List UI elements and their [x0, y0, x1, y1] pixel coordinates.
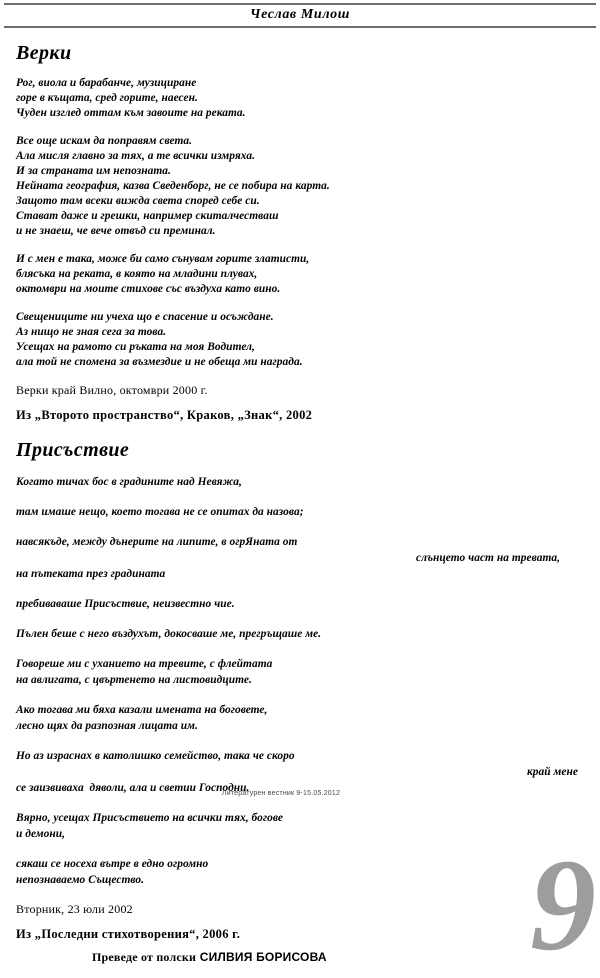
verse-line: Говореше ми с уханието на тревите, с флейтата [16, 658, 273, 671]
masthead [0, 3, 600, 28]
translator-credit [14, 950, 586, 965]
verse-line: Чуден изглед оттам към завоите на реката. [16, 106, 246, 119]
verse-line-continuation: слънцето част на тревата, [416, 552, 560, 565]
verse-line: И за страната им непозната. [16, 164, 171, 177]
verse-line: Стават даже и грешки, например скиталчестваш [16, 209, 279, 222]
verse-line: горе в къщата, сред горите, наесен. [16, 91, 198, 104]
stanza [16, 702, 586, 734]
footer-publication-info: Литературен вестник 9-15.05.2012 [221, 790, 341, 797]
translator-prefix: Преведе от полски [92, 950, 197, 965]
stanza [16, 252, 586, 297]
article-body [0, 28, 600, 978]
stanza [16, 134, 586, 239]
poem-date: Вторник, 23 юли 2002 [16, 902, 133, 917]
stanza [16, 626, 586, 642]
verse-line: сякаш се носеха вътре в едно огромно [16, 858, 209, 871]
verse-line: навсякъде, между дънерите на липите, в огрЯната от [16, 536, 298, 549]
stanza [16, 656, 586, 688]
poem-attribution: Верки край Вилно, октомври 2000 г. [16, 382, 208, 397]
verse-line: Свещениците ни учеха що е спасение и осъждане. [16, 310, 274, 323]
verse-line: на пътеката през градината [16, 568, 166, 581]
verse-line: непознаваемо Същество. [16, 874, 145, 887]
verse-line: Ако тогава ми бяха казали имената на боговете, [16, 704, 268, 717]
verse-line: Когато тичах бос в градините над Невяжа, [16, 476, 242, 489]
poem-source-citation: Из „Последни стихотворения“, 2006 г. [16, 927, 241, 942]
verse-line: Пълен беше с него въздухът, докосваше ме, прегръщаше ме. [16, 628, 322, 641]
verse-line: Нейната география, казва Сведенборг, не се побира на карта. [16, 179, 330, 192]
verse-line: и демони, [16, 828, 66, 841]
stanza [16, 810, 586, 842]
verse-line: се заизвиваха дяволи, ала и светии Господни. [16, 782, 250, 795]
page-number: 9 [530, 831, 596, 978]
verse-line: блясъка на реката, в която на младини плувах, [16, 267, 258, 280]
verse-line: октомври на моите стихове със въздуха като вино. [16, 282, 281, 295]
stanza [16, 76, 586, 121]
verse-line: пребиваваше Присъствие, неизвестно чие. [16, 598, 235, 611]
verse-line: лесно щях да разпозная лицата им. [16, 720, 198, 733]
verse-line-continuation: край мене [526, 766, 578, 779]
stanza [16, 310, 586, 370]
verse-line: Рог, виола и барабанче, музициране [16, 76, 197, 89]
verse-line: Ала мисля главно за тях, а те всички измряха. [16, 149, 256, 162]
stanza [16, 504, 586, 520]
verse-line: на авлигата, с цвъртенето на листовидците. [16, 674, 252, 687]
masthead-author-name: Чеслав Милош [250, 7, 350, 22]
verse-line: Но аз израснах в католишко семейство, така че скоро [16, 750, 295, 763]
verse-line: ала той не спомена за възмездие и не обеща ми награда. [16, 355, 303, 368]
translator-name: СИЛВИЯ БОРИСОВА [199, 950, 327, 965]
verse-line: и не знаеш, че вече отвъд си преминал. [16, 224, 216, 237]
stanza [16, 534, 586, 582]
stanza [16, 748, 586, 796]
stanza [16, 856, 586, 888]
verse-line: Все още искам да поправям света. [16, 134, 193, 147]
stanza [16, 474, 586, 490]
verse-line: Усещах на рамото си ръката на моя Водител, [16, 340, 255, 353]
poem-source-citation: Из „Второто пространство“, Краков, „Знак“, 2002 [16, 408, 313, 423]
verse-line: И с мен е така, може би само сънувам горите златисти, [16, 252, 310, 265]
stanza [16, 596, 586, 612]
verse-line: Защото там всеки вижда света според себе си. [16, 194, 260, 207]
poem-title-prisustvie: Присъствие [16, 439, 130, 462]
verse-line: Вярно, усещах Присъствието на всички тях, богове [16, 812, 283, 825]
verse-line: там имаше нещо, което тогава не се опитах да назова; [16, 506, 304, 519]
verse-line: Аз нищо не зная сега за това. [16, 325, 167, 338]
poem-title-verki: Верки [16, 41, 72, 64]
